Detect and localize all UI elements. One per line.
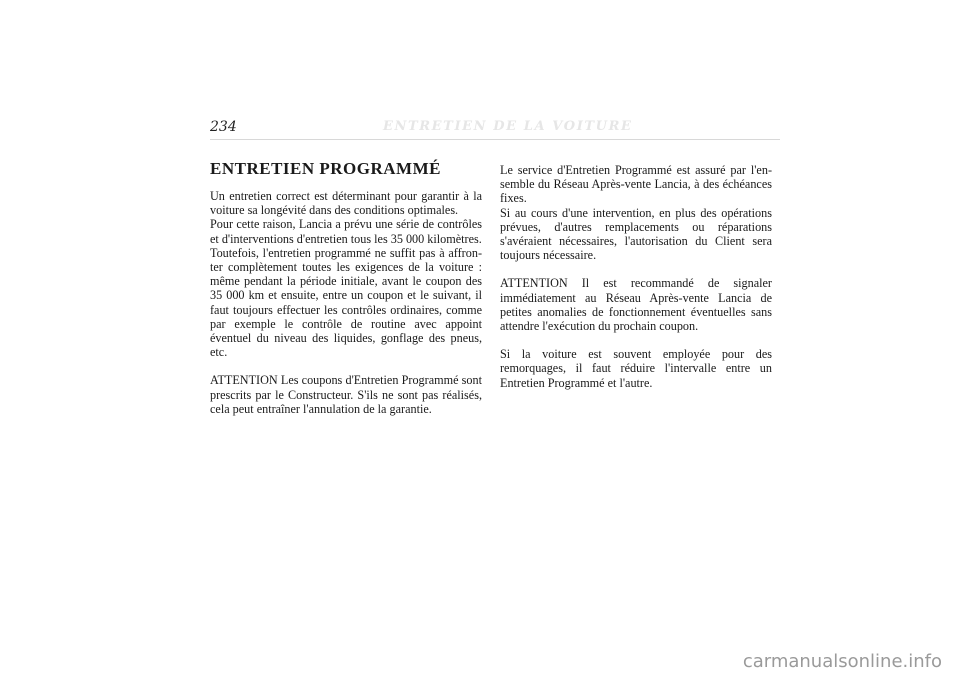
site-watermark: carmanualsonline.info: [742, 651, 942, 672]
paragraph-towing: Si la voiture est souvent employée pour des remorquages, il faut réduire l'intervalle entre un Entretien Programmé et l'autre.: [500, 347, 772, 390]
section-title: ENTRETIEN PROGRAMMÉ: [210, 159, 441, 178]
paragraph-service-network: Le service d'Entretien Programmé est assuré par l'ensemble du Réseau Après-vente Lancia, à des échéances fixes.: [500, 163, 772, 206]
page-header: [210, 119, 780, 140]
paragraph-warranty-warning: ATTENTION Les coupons d'Entretien Programmé sont prescrits par le Constructeur. S'ils ne sont pas réalisés, cela peut entraîner l'annulation de la garantie.: [210, 373, 482, 416]
paragraph-client-authorization: Si au cours d'une intervention, en plus des opérations prévues, d'autres remplacements ou réparations s'avéraient nécessaires, l'autorisation du Client sera toujours nécessaire.: [500, 205, 772, 263]
right-column: [500, 163, 772, 390]
paragraph-schedule: Pour cette raison, Lancia a prévu une série de contrôles et d'interventions d'entretien tous les 35 000 kilomètres.: [210, 217, 482, 246]
paragraph-ordinary-checks: Toutefois, l'entretien programmé ne suffit pas à affronter complètement toutes les exigences de la voiture : même pendant la période initiale, avant le coupon des 35 000 km et ensuite, entre un coupon et le suivant, il faut toujours effectuer les contrôles ordinaires, comme par exemple le contrôle de routine avec appoint éventuel du niveau des liquides, gonflage des pneus, etc.: [210, 245, 482, 360]
page-number: 234: [210, 119, 237, 135]
paragraph-intro: Un entretien correct est déterminant pour garantir à la voiture sa longévité dans des conditions optimales.: [210, 189, 482, 218]
left-column: [210, 160, 482, 416]
running-title: ENTRETIEN DE LA VOITURE: [383, 119, 633, 134]
paragraph-report-anomalies: ATTENTION Il est recommandé de signaler immédiatement au Réseau Après-vente Lancia de petites anomalies de fonctionnement éventuelles sans attendre l'exécution du prochain coupon.: [500, 276, 772, 334]
